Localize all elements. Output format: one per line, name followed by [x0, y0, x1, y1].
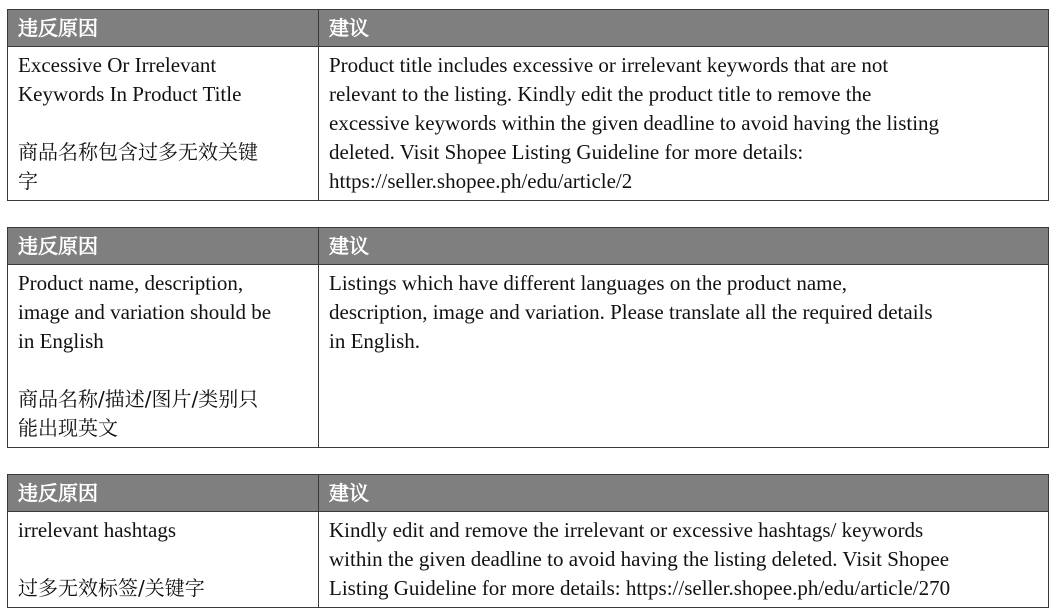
suggestion-column-header: 建议 [319, 10, 1048, 47]
reason-column-header: 违反原因 [8, 475, 319, 512]
reason-chinese-text: 过多无效标签/关键字 [18, 576, 205, 600]
reason-column-header: 违反原因 [8, 10, 319, 47]
violation-table [7, 227, 1049, 448]
reason-english-text: Excessive Or Irrelevant Keywords In Product Title [18, 53, 242, 106]
reason-column-header: 违反原因 [8, 228, 319, 265]
suggestion-cell [319, 512, 1048, 607]
suggestion-column-header: 建议 [319, 475, 1048, 512]
reason-english-text: Product name, description, image and variation should be in English [18, 271, 272, 353]
suggestion-text: Product title includes excessive or irrelevant keywords that are not relevant to the listing. Kindly edit the product title to remove the excessive keywords within the given deadline to avoid having the listing deleted. Visit Shopee Listing Guideline for more details: https://seller.shopee.ph/edu/article/2 [329, 53, 940, 193]
reason-chinese-text: 商品名称/描述/图片/类别只 能出现英文 [18, 387, 259, 440]
suggestion-text: Kindly edit and remove the irrelevant or excessive hashtags/ keywords within the given deadline to avoid having the listing deleted. Visit Shopee Listing Guideline for more details: https://seller.shopee.ph/edu/article/270 [329, 518, 951, 600]
violation-table [7, 474, 1049, 608]
reason-cell [8, 47, 319, 200]
reason-cell [8, 265, 319, 447]
suggestion-text: Listings which have different languages on the product name, description, image and variation. Please translate all the required details in English. [329, 271, 933, 353]
suggestion-cell [319, 47, 1048, 200]
violation-table [7, 9, 1049, 201]
reason-english-text: irrelevant hashtags [18, 518, 177, 542]
suggestion-column-header: 建议 [319, 228, 1048, 265]
reason-chinese-text: 商品名称包含过多无效关键 字 [18, 140, 258, 193]
reason-cell [8, 512, 319, 607]
suggestion-cell [319, 265, 1048, 447]
